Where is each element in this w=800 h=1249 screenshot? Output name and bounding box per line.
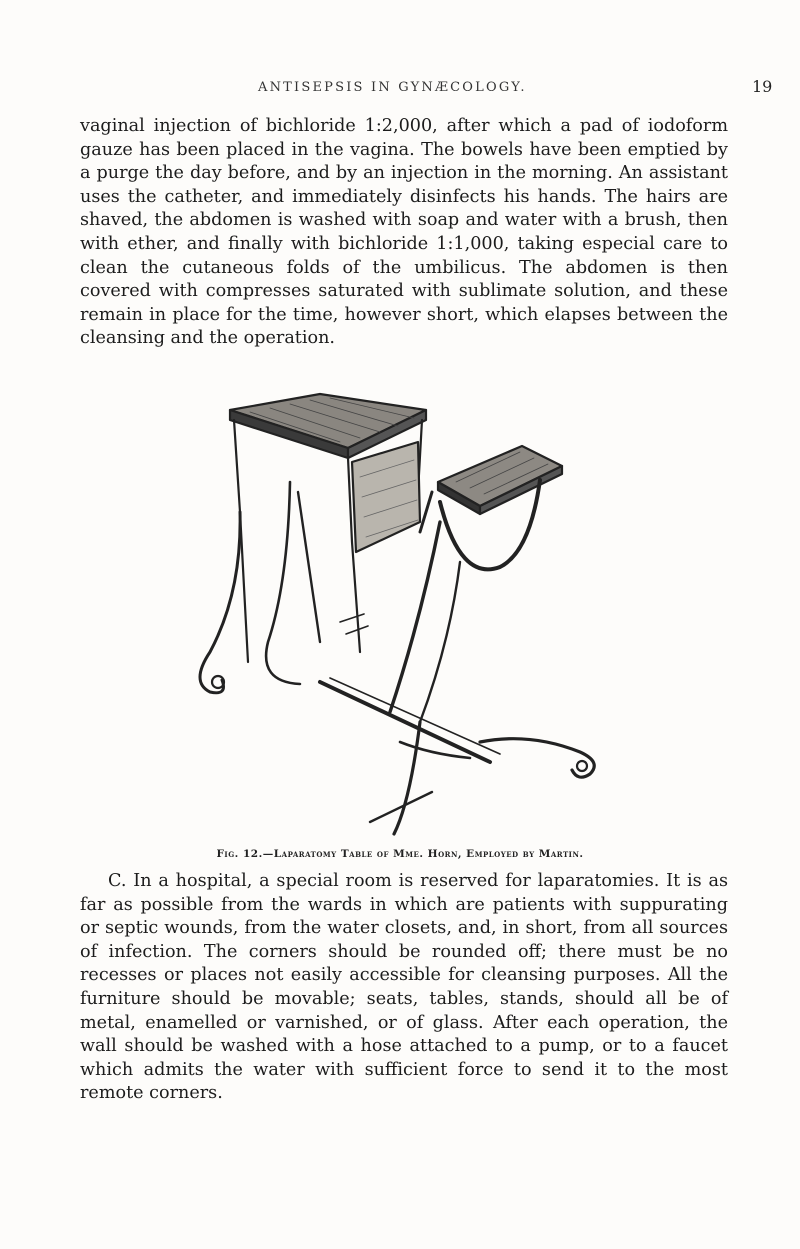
page-header xyxy=(0,77,800,104)
laparatomy-table-illustration xyxy=(170,382,630,844)
running-head: ANTISEPSIS IN GYNÆCOLOGY. xyxy=(258,80,527,95)
figure-caption: Fig. 12.—Laparatomy Table of Mme. Horn, Employed by Martin. xyxy=(216,848,584,860)
page-number: 19 xyxy=(752,77,773,96)
paragraph-2: C. In a hospital, a special room is reserved for laparatomies. It is as far as possible from the wards in which are patients with suppurating or septic wounds, from the water closets, and, in short, from all sources of infection. The corners should be rounded off; there must be no recesses or places not easily accessible for cleansing purposes. All the furniture should be movable; seats, tables, stands, should all be of metal, enamelled or varnished, or of glass. After each operation, the wall should be washed with a hose attached to a pump, or to a faucet which admits the water with sufficient force to send it to the most remote corners. xyxy=(80,871,728,1104)
paragraph-1: vaginal injection of bichloride 1:2,000, after which a pad of iodoform gauze has been placed in the vagina. The bowels have been emptied by a purge the day before, and by an injection in the morning. An assistant uses the catheter, and immediately disinfects his hands. The hairs are shaved, the abdomen is washed with soap and water with a brush, then with ether, and finally with bichloride 1:1,000, taking especial care to clean the cutaneous folds of the umbilicus. The abdomen is then covered with compresses saturated with sublimate solution, and these remain in place for the time, however short, which elapses between the cleansing and the operation. xyxy=(80,116,728,349)
